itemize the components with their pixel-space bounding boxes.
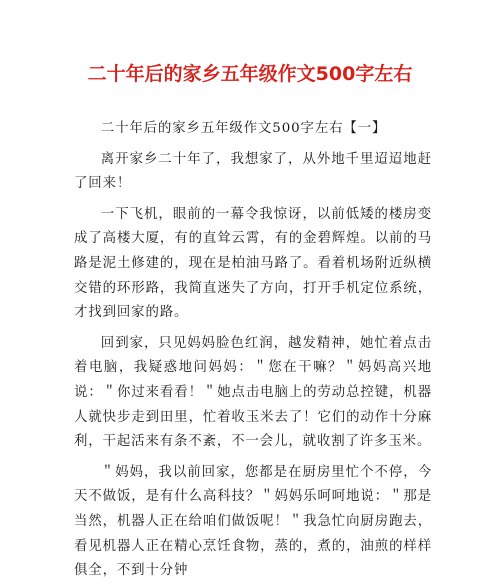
paragraph-2: 一下飞机，眼前的一幕令我惊讶，以前低矮的楼房变成了高楼大厦，有的直耸云霄，有的金碧辉煌。以前的马路是泥土修建的，现在是柏油马路了。看着机场附近纵横交错的环形路，我简直迷失了方向，打开手机定位系统，才找到回家的路。 (74, 206, 432, 321)
paragraph-1: 离开家乡二十年了，我想家了，从外地千里迢迢地赶了回来！ (74, 151, 432, 192)
article-body (74, 117, 432, 584)
paragraph-4: ＂妈妈，我以前回家，您都是在厨房里忙个不停，今天不做饭，是有什么高科技？＂妈妈乐呵呵地说：＂那是当然，机器人正在给咱们做饭呢！＂我急忙向厨房跑去，看见机器人正在精心烹饪食物，蒸的，煮的，油煎的样样俱全，不到十分钟 (74, 464, 432, 579)
page-title: 二十年后的家乡五年级作文500字左右 (87, 63, 413, 85)
article-heading: 二十年后的家乡五年级作文500字左右【一】 (100, 121, 387, 136)
paragraph-3: 回到家，只见妈妈脸色红润，越发精神，她忙着点击着电脑，我疑惑地问妈妈：＂您在干嘛？＂妈妈高兴地说：＂你过来看看！＂她点击电脑上的劳动总控键，机器人就快步走到田里，忙着收玉米去了！它们的动作十分麻利，干起活来有条不紊，不一会儿，就收割了许多玉米。 (74, 335, 432, 450)
